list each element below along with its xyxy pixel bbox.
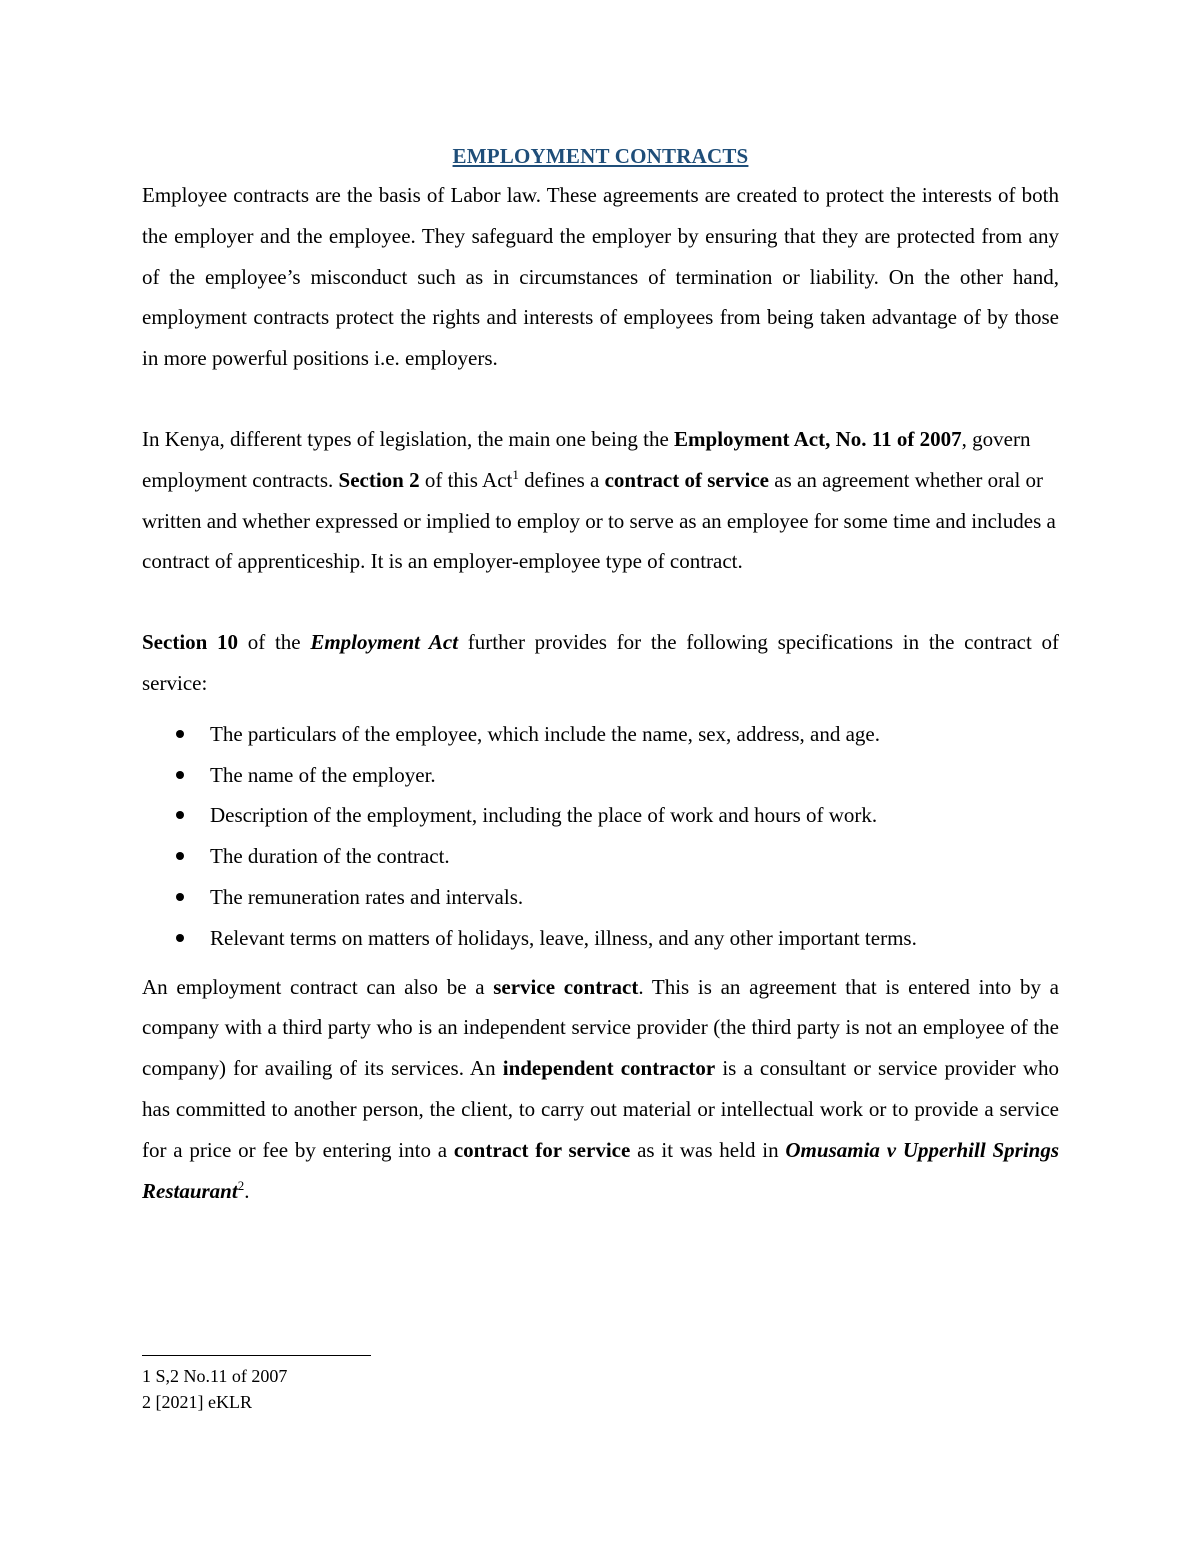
employment-act-bold-italic: Employment Act	[310, 630, 459, 655]
act-name-bold: Employment Act, No. 11 of 2007	[674, 426, 962, 451]
list-item	[170, 836, 1059, 877]
text-run: An employment contract can also be a	[142, 974, 494, 999]
text-run: as an agreement whether oral or written and whether expressed or implied to employ or to serve as an employee for some time and includes a contract of apprenticeship. It is an employer-employee type of contract.	[142, 467, 1056, 574]
footnote-divider	[142, 1355, 371, 1356]
section-10-paragraph	[142, 622, 1059, 704]
list-item-text: The remuneration rates and intervals.	[210, 884, 524, 909]
bullet-icon	[176, 730, 184, 738]
text-run: is a consultant or service provider who has committed to another person, the client, to carry out material or intellectual work or to provide a service for a price or fee by entering into a	[142, 1056, 1059, 1162]
contract-of-service-paragraph	[142, 419, 1059, 582]
bullet-icon	[176, 934, 184, 942]
footnotes	[142, 1363, 287, 1415]
section-2-bold: Section 2	[338, 467, 420, 492]
text-run: defines a	[518, 467, 605, 492]
text-run: of this Act	[419, 467, 513, 492]
list-item-text: The duration of the contract.	[210, 844, 450, 869]
text-run: as it was held in	[630, 1137, 786, 1162]
text-run: further provides for the following specifications in the contract of service:	[142, 630, 1060, 695]
footnote-ref-1[interactable]: 1	[512, 466, 519, 482]
contract-of-service-bold: contract of service	[604, 467, 769, 492]
text-run: In Kenya, different types of legislation, the main one being the	[142, 426, 675, 451]
list-item-text: The particulars of the employee, which include the name, sex, address, and age.	[210, 721, 881, 746]
list-item-text: Relevant terms on matters of holidays, leave, illness, and any other important terms.	[210, 925, 917, 950]
list-item-text: Description of the employment, including the place of work and hours of work.	[210, 803, 878, 828]
paragraph-gap	[142, 582, 1059, 622]
paragraph-gap	[142, 379, 1059, 419]
list-item	[170, 877, 1059, 918]
text-run: of the	[238, 630, 311, 655]
bullet-icon	[176, 771, 184, 779]
text-run: .	[244, 1178, 250, 1203]
list-item	[170, 795, 1059, 836]
list-item	[170, 755, 1059, 796]
footnote-1: 1 S,2 No.11 of 2007	[142, 1366, 288, 1386]
bullet-icon	[176, 893, 184, 901]
service-contract-paragraph	[142, 967, 1059, 1212]
section-10-bold: Section 10	[142, 630, 239, 655]
footnote-2: 2 [2021] eKLR	[142, 1392, 252, 1412]
bullet-icon	[176, 852, 184, 860]
bullet-icon	[176, 811, 184, 819]
case-name-bold-italic: Omusamia v Upperhill Springs Restaurant	[142, 1137, 1059, 1203]
document-title: EMPLOYMENT CONTRACTS	[452, 144, 749, 168]
text-run: . This is an agreement that is entered into by a company with a third party who is an independent service provider (the third party is not an employee of the company) for availing of its services. An	[142, 974, 1059, 1081]
list-item-text: The name of the employer.	[210, 762, 436, 787]
document-page	[142, 143, 1059, 1211]
list-item	[170, 714, 1059, 755]
contract-for-service-bold: contract for service	[453, 1137, 631, 1162]
list-item	[170, 918, 1059, 959]
independent-contractor-bold: independent contractor	[502, 1056, 716, 1081]
footnote-ref-2[interactable]: 2	[237, 1177, 245, 1193]
specifications-list	[142, 714, 1059, 959]
text-run: , govern employment contracts.	[142, 426, 1031, 492]
service-contract-bold: service contract	[493, 974, 639, 999]
intro-paragraph: Employee contracts are the basis of Labor law. These agreements are created to protect the interests of both the employer and the employee. They safeguard the employer by ensuring that they are protected from any of the employee’s misconduct such as in circumstances of termination or liability. On the other hand, employment contracts protect the rights and interests of employees from being taken advantage of by those in more powerful positions i.e. employers.	[142, 183, 1059, 371]
